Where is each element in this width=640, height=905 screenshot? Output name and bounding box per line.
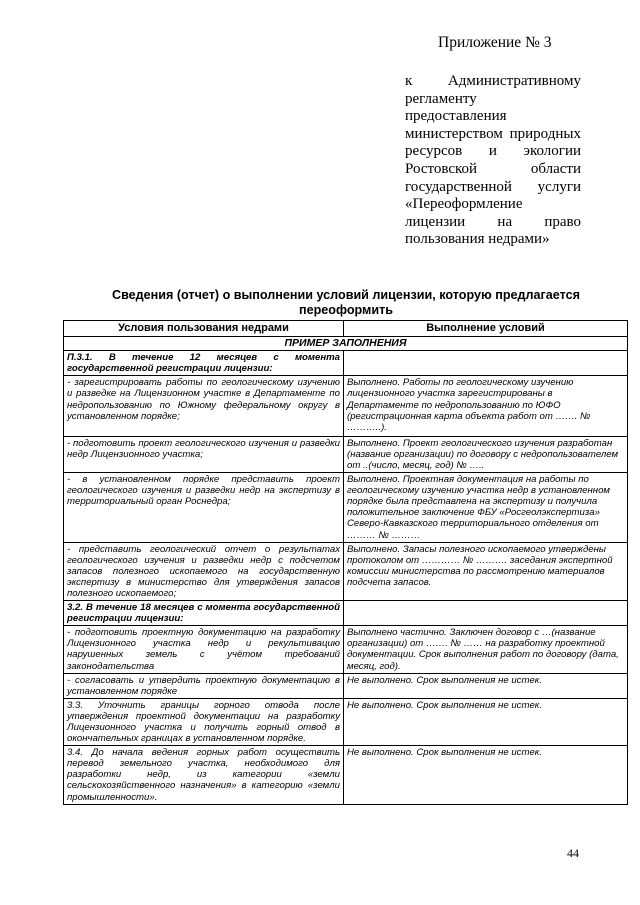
- appendix-line: пользования недрами»: [405, 231, 550, 248]
- table-row: [64, 376, 628, 436]
- table-row: [64, 698, 628, 745]
- column-header-fulfillment: Выполнение условий: [344, 321, 628, 337]
- fulfillment-cell: Не выполнено. Срок выполнения не истек.: [344, 673, 628, 698]
- fulfillment-cell: Выполнено частично. Заключен договор с …(название организации) от ……. № …… на разработку проектной документации. Срок выполнения работ по договору (дата, месяц, год).: [344, 626, 628, 673]
- fulfillment-cell: [344, 351, 628, 376]
- appendix-line: Ростовской области: [405, 160, 581, 177]
- appendix-title: Приложение № 3: [438, 34, 552, 51]
- condition-cell: - представить геологический отчет о результатах геологического изучения и разведки недр с подсчетом запасов полезного ископаемого на государственную экспертизу в министерство для утверждения запасов полезного ископаемого;: [64, 542, 344, 600]
- appendix-line: государственной услуги: [405, 178, 581, 195]
- appendix-line: предоставления: [405, 108, 507, 125]
- example-label: ПРИМЕР ЗАПОЛНЕНИЯ: [64, 337, 628, 351]
- document-title: Сведения (отчет) о выполнении условий лицензии, которую предлагается переоформить: [111, 288, 580, 317]
- table-header-row: [64, 321, 628, 337]
- example-row: [64, 337, 628, 351]
- condition-cell: - подготовить проект геологического изучения и разведки недр Лицензионного участка;: [64, 436, 344, 472]
- table-row: [64, 542, 628, 600]
- table-row: [64, 436, 628, 472]
- fulfillment-cell: [344, 601, 628, 626]
- table-row: [64, 673, 628, 698]
- fulfillment-cell: Не выполнено. Срок выполнения не истек.: [344, 698, 628, 745]
- page-number: 44: [567, 846, 579, 860]
- condition-cell: - подготовить проектную документацию на разработку Лицензионного участка недр и рекультивацию нарушенных земель с учётом требований законодательства: [64, 626, 344, 673]
- appendix-line: к Административному: [405, 73, 581, 89]
- condition-cell: 3.3. Уточнить границы горного отвода после утверждения проектной документации на разработку Лицензионного участка и получить горный отвод в окончательных границах в установленном порядке.: [64, 698, 344, 745]
- fulfillment-cell: Выполнено. Проектная документация на работы по геологическому изучению участка недр в установленном порядке была представлена на экспертизу и получила положительное заключение ФБУ «Росгеолэкспертиза» Северо-Кавказского территориального отделения от ……… № ………: [344, 473, 628, 543]
- condition-cell: 3.2. В течение 18 месяцев с момента государственной регистрации лицензии:: [64, 601, 344, 626]
- appendix-line: регламенту: [405, 90, 477, 107]
- table-row: [64, 351, 628, 376]
- fulfillment-cell: Не выполнено. Срок выполнения не истек.: [344, 746, 628, 804]
- column-header-conditions: Условия пользования недрами: [64, 321, 344, 337]
- table-row: [64, 626, 628, 673]
- appendix-line: ресурсов и экологии: [405, 143, 581, 160]
- condition-cell: 3.4. До начала ведения горных работ осуществить перевод земельного участка, необходимого для разработки недр, из категории «земли сельскохозяйственного назначения» в категорию «земли промышленности».: [64, 746, 344, 804]
- condition-cell: П.3.1. В течение 12 месяцев с момента государственной регистрации лицензии:: [64, 351, 344, 376]
- fulfillment-cell: Выполнено. Работы по геологическому изучению лицензионного участка зарегистрированы в Департаменте по недропользованию по ЮФО (регистрационная карта объекта работ от ……. № ………..).: [344, 376, 628, 436]
- condition-cell: - зарегистрировать работы по геологическому изучению и разведке на Лицензионном участке в Департаменте по недропользованию по Южному федеральному округу в установленном порядке;: [64, 376, 344, 436]
- table-row: [64, 473, 628, 543]
- appendix-line: лицензии на право: [405, 213, 581, 230]
- license-conditions-table: [63, 320, 628, 805]
- appendix-reference: [405, 73, 581, 249]
- table-row: [64, 601, 628, 626]
- table-row: [64, 746, 628, 804]
- fulfillment-cell: Выполнено. Запасы полезного ископаемого утверждены протоколом от ………… № ………. заседания экспертной комиссии министерства по рассмотрению материалов подсчета запасов.: [344, 542, 628, 600]
- appendix-line: министерством природных: [405, 125, 581, 142]
- fulfillment-cell: Выполнено. Проект геологического изучения разработан (название организации) по договору с недропользователем от ..(число, месяц, год) № …..: [344, 436, 628, 472]
- condition-cell: - согласовать и утвердить проектную документацию в установленном порядке: [64, 673, 344, 698]
- appendix-line: «Переоформление: [405, 196, 523, 213]
- condition-cell: - в установленном порядке представить проект геологического изучения и разведки недр на экспертизу в территориальный орган Роснедра;: [64, 473, 344, 543]
